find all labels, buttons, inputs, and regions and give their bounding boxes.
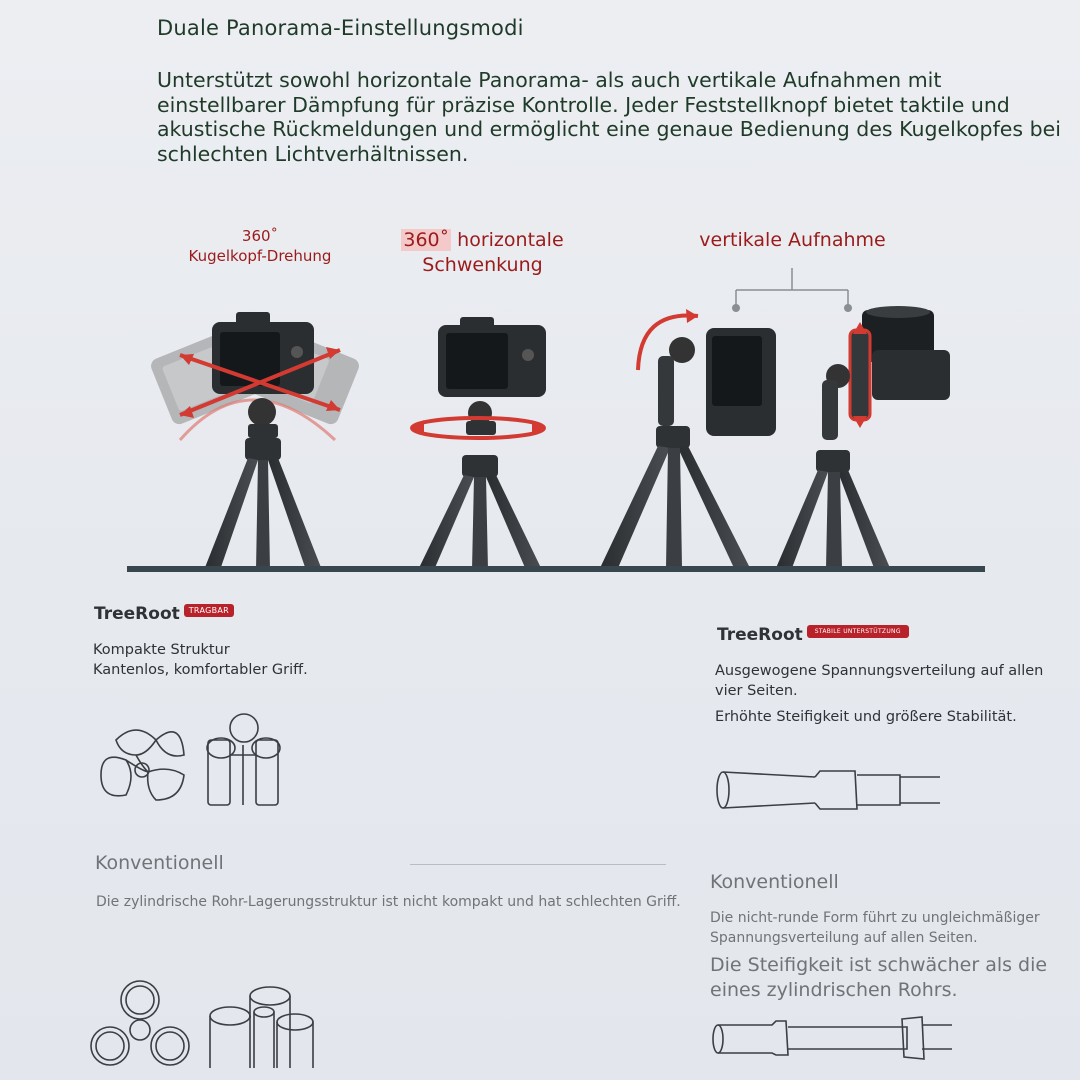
conventional-leg-profile — [712, 1013, 957, 1063]
treeroot-left-brand: TreeRoot — [94, 604, 180, 624]
treeroot-left-badge: TRAGBAR — [184, 604, 234, 617]
treeroot-left-line2: Kantenlos, komfortabler Griff. — [93, 662, 308, 678]
conventional-left-title: Konventionell — [95, 852, 224, 874]
treeroot-tube-cross-section — [96, 700, 296, 810]
treeroot-left-text — [93, 640, 308, 680]
treeroot-right-text — [715, 661, 1070, 727]
rotation-text: Kugelkopf-Drehung — [188, 247, 332, 265]
vertical-label: vertikale Aufnahme — [699, 229, 886, 251]
treeroot-left-brand-row — [94, 604, 234, 624]
conventional-left-text: Die zylindrische Rohr-Lagerungsstruktur ist nicht kompakt und hat schlechten Griff. — [96, 894, 681, 910]
rotation-degree: 360˚ — [241, 227, 279, 245]
tripod-vertical-illustration — [600, 300, 960, 570]
treeroot-leg-profile — [715, 765, 945, 815]
treeroot-right-line2: Erhöhte Steifigkeit und größere Stabilität. — [715, 709, 1017, 725]
tripod-pan-illustration — [400, 315, 560, 570]
treeroot-right-line1: Ausgewogene Spannungsverteilung auf allen vier Seiten. — [715, 663, 1044, 699]
pan-degree: 360˚ — [403, 229, 450, 251]
treeroot-right-brand: TreeRoot — [717, 625, 803, 645]
treeroot-right-badge: STABILE UNTERSTÜTZUNG — [807, 625, 909, 638]
conventional-right-title: Konventionell — [710, 871, 839, 893]
conventional-right-emphasis: Die Steifigkeit ist schwächer als die eines zylindrischen Rohrs. — [710, 954, 1048, 1001]
pan-text-1: horizontale — [457, 229, 564, 251]
treeroot-right-brand-row — [717, 625, 909, 645]
tripod-rotation-illustration — [140, 300, 370, 570]
pan-text-2: Schwenkung — [422, 254, 543, 276]
page-title: Duale Panorama-Einstellungsmodi — [157, 16, 524, 40]
section-divider — [410, 864, 666, 865]
treeroot-left-line1: Kompakte Struktur — [93, 642, 230, 658]
ground-bar — [127, 566, 985, 572]
intro-paragraph: Unterstützt sowohl horizontale Panorama- als auch vertikale Aufnahmen mit einstellbarer Dämpfung für präzise Kontrolle. Jeder Feststellknopf bietet taktile und akustische Rückmeldungen und ermöglicht eine genaue Bedienung des Kugelkopfes bei schlechten Lichtverhältnissen. — [157, 68, 1061, 166]
conventional-right-text: Die nicht-runde Form führt zu ungleichmäßiger Spannungsverteilung auf allen Seiten. — [710, 910, 1040, 946]
conventional-tube-cross-section — [88, 978, 328, 1068]
